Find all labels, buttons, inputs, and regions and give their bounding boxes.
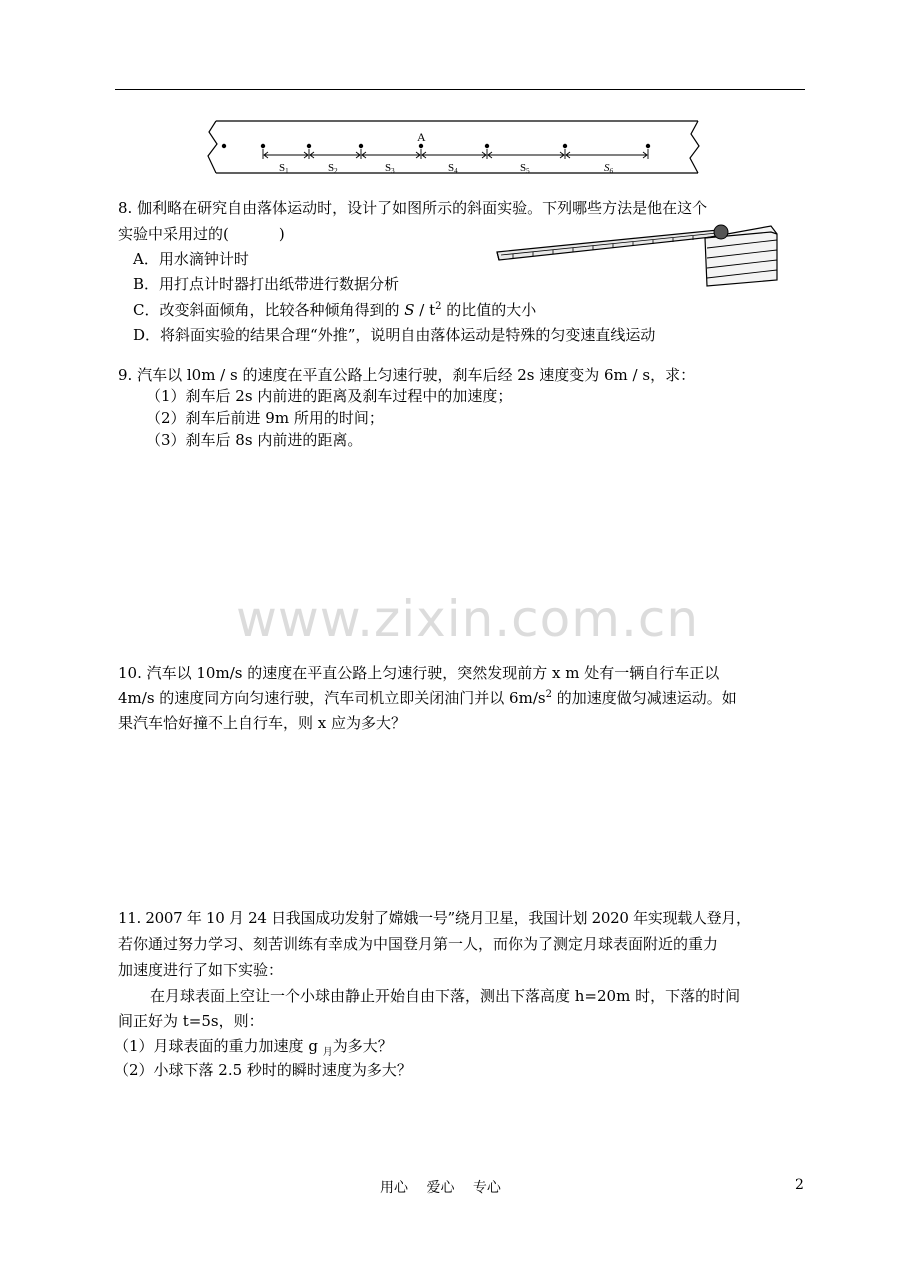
q10-line2 (118, 688, 737, 708)
segment-label-s6: S6 (604, 162, 613, 175)
tape-dot (307, 144, 311, 148)
q10-line1: 10. 汽车以 10m/s 的速度在平直公路上匀速行驶，突然发现前方 x m 处有一辆自行车正以 (118, 664, 720, 682)
ball (714, 225, 728, 239)
q11-line2: 若你通过努力学习、刻苦训练有幸成为中国登月第一人，而你为了测定月球表面附近的重力 (118, 935, 719, 953)
q8-option-c-text: C．改变斜面倾角，比较各种倾角得到的 (133, 301, 405, 319)
tape-dot (359, 144, 363, 148)
header-rule (115, 89, 805, 90)
tape-dot (261, 144, 265, 148)
footer-motto: 用心 爱心 专心 (380, 1180, 501, 1196)
q9-stem: 9. 汽车以 l0m / s 的速度在平直公路上匀速行驶，刹车后经 2s 速度变为 6m / s，求： (118, 366, 696, 384)
q8-option-d: D．将斜面实验的结果合理“外推”，说明自由落体运动是特殊的匀变速直线运动 (133, 326, 656, 344)
segment-label-s4: S4 (448, 162, 458, 175)
point-A-label: A (417, 130, 426, 144)
tape-dot (563, 144, 567, 148)
q8-option-c (133, 300, 536, 320)
q8-option-c-t: / t (414, 301, 436, 319)
q11-line4: 在月球表面上空让一个小球由静止开始自由下落，测出下落高度 h=20m 时，下落的时间 (150, 987, 741, 1005)
q8-stem-line1: 8. 伽利略在研究自由落体运动时，设计了如图所示的斜面实验。下列哪些方法是他在这个 (118, 199, 708, 217)
segment-label-s1: S1 (279, 162, 289, 175)
q8-option-c-tail: 的比值的大小 (441, 301, 537, 319)
q11-line3: 加速度进行了如下实验： (118, 961, 284, 979)
ticker-tape-diagram (204, 118, 704, 180)
inclined-plane-illustration (493, 222, 779, 288)
q11-part-1-text: （1）月球表面的重力加速度 g (114, 1037, 323, 1055)
q9-part-1: （1）刹车后 2s 内前进的距离及刹车过程中的加速度； (146, 387, 513, 405)
q8-stem-line2 (118, 224, 285, 244)
tape-dot (485, 144, 489, 148)
q8-option-c-symbol: S (404, 301, 415, 319)
q11-part-1-tail: 为多大？ (332, 1037, 393, 1055)
tape-dot (419, 144, 423, 148)
tape-dot (646, 144, 650, 148)
q11-part-2: （2）小球下落 2.5 秒时的瞬时速度为多大？ (114, 1061, 412, 1079)
q9-part-2: （2）刹车后前进 9m 所用的时间； (146, 409, 384, 427)
page-number: 2 (795, 1177, 804, 1193)
q8-stem-text: 实验中采用过的( (118, 225, 229, 243)
q10-line2-text: 4m/s 的速度同方向匀速行驶，汽车司机立即关闭油门并以 6m/s (118, 689, 546, 707)
q11-part-1 (114, 1036, 393, 1056)
q8-option-a: A．用水滴钟计时 (133, 250, 249, 268)
q11-g-subscript: 月 (322, 1047, 333, 1058)
q11-line5: 间正好为 t=5s，则： (118, 1012, 264, 1030)
q10-line3: 果汽车恰好撞不上自行车，则 x 应为多大？ (118, 714, 406, 732)
segment-label-s3: S3 (385, 162, 395, 175)
q8-stem-close-paren: ) (278, 225, 285, 243)
segment-label-s5: S5 (520, 162, 530, 175)
tape-dot (222, 144, 226, 148)
q8-option-c-exponent: 2 (435, 301, 442, 312)
q11-line1: 11. 2007 年 10 月 24 日我国成功发射了嫦娥一号”绕月卫星，我国计划 2020 年实现载人登月， (118, 909, 751, 927)
q10-exponent: 2 (545, 689, 552, 700)
segment-label-s2: S2 (328, 162, 338, 175)
q9-part-3: （3）刹车后 8s 内前进的距离。 (146, 431, 363, 449)
watermark: www.zixin.com.cn (236, 590, 700, 648)
q10-line2-tail: 的加速度做匀减速运动。如 (551, 689, 737, 707)
q8-option-b: B．用打点计时器打出纸带进行数据分析 (133, 275, 400, 293)
